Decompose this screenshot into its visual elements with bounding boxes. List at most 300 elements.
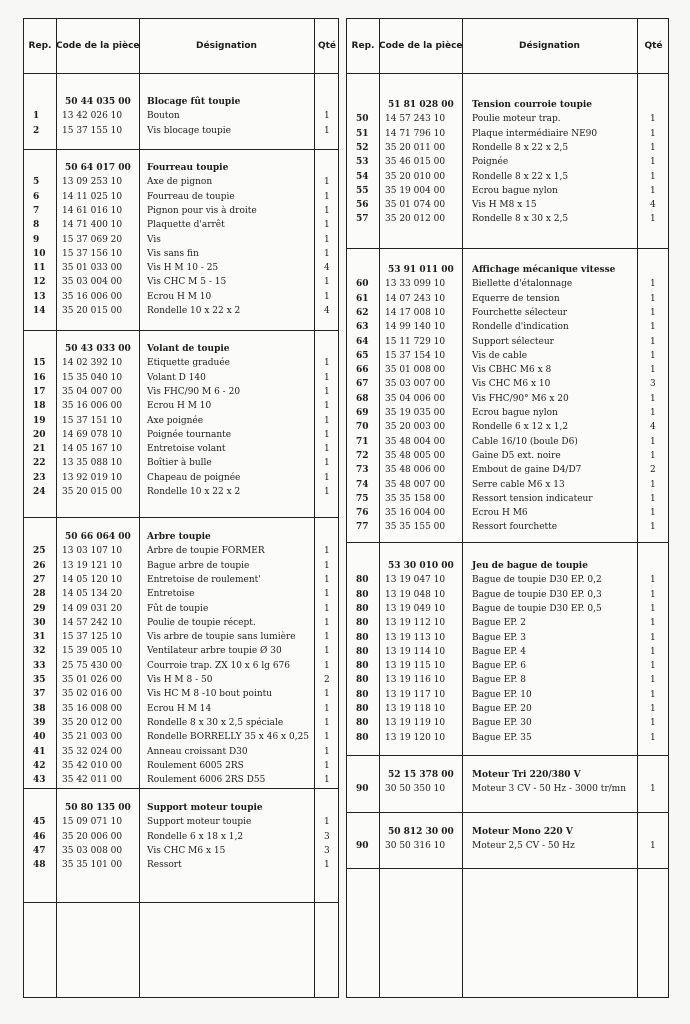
designation-cell: Vis xyxy=(147,234,161,245)
table-row xyxy=(347,184,668,198)
rep-cell: 29 xyxy=(33,603,46,614)
qty-cell: 1 xyxy=(650,603,656,614)
table-row xyxy=(24,109,338,123)
table-row xyxy=(347,141,668,155)
designation-cell: Gaine D5 ext. noire xyxy=(472,450,561,461)
designation-cell: Fourreau de toupie xyxy=(147,191,235,202)
table-row xyxy=(24,858,338,872)
parts-group xyxy=(24,331,338,518)
rep-cell: 48 xyxy=(33,860,46,871)
qty-cell: 1 xyxy=(324,444,330,455)
designation-cell: Ressort fourchette xyxy=(472,522,558,533)
rep-cell: 63 xyxy=(356,322,369,333)
table-row xyxy=(347,292,668,306)
rep-cell: 6 xyxy=(33,191,40,202)
designation-cell: Poignée tournante xyxy=(147,429,232,440)
rep-cell: 69 xyxy=(356,408,369,418)
rep-cell: 22 xyxy=(33,458,46,469)
table-row xyxy=(347,435,668,449)
code-cell: 35 42 010 00 xyxy=(62,760,123,771)
rep-cell: 37 xyxy=(33,689,46,700)
designation-cell: Pignon pour vis à droite xyxy=(147,205,257,216)
code-cell: 13 19 118 10 xyxy=(385,704,446,714)
designation-cell: Rondelle 8 x 22 x 2,5 xyxy=(472,142,569,153)
designation-cell: Vis FHC/90 M 6 - 20 xyxy=(147,386,241,397)
designation-cell: Ecrou bague nylon xyxy=(472,185,558,196)
table-row xyxy=(24,371,338,385)
rep-cell: 56 xyxy=(356,200,369,211)
rep-cell: 80 xyxy=(356,646,369,657)
rep-cell: 10 xyxy=(33,248,46,259)
table-row xyxy=(24,830,338,844)
rep-cell: 80 xyxy=(356,575,369,586)
table-row xyxy=(24,233,338,247)
table-row xyxy=(24,356,338,370)
table-row xyxy=(347,506,668,520)
group-title: Moteur Mono 220 V xyxy=(472,827,573,837)
code-cell: 35 19 004 00 xyxy=(385,185,446,196)
qty-cell: 1 xyxy=(324,817,330,828)
qty-cell: 1 xyxy=(650,646,656,657)
designation-cell: Vis CHC M6 x 15 xyxy=(147,845,226,856)
group-code: 50 44 035 00 xyxy=(65,97,131,107)
qty-cell: 1 xyxy=(650,508,656,519)
parts-group xyxy=(24,518,338,789)
qty-cell: 1 xyxy=(650,450,656,461)
left-parts-table xyxy=(23,18,339,998)
rep-cell: 45 xyxy=(33,817,46,828)
rep-cell: 80 xyxy=(356,689,369,700)
code-cell: 35 42 011 00 xyxy=(62,775,123,786)
qty-cell: 3 xyxy=(650,379,656,390)
group-code: 50 43 033 00 xyxy=(65,344,131,354)
table-row xyxy=(24,773,338,787)
designation-cell: Vis H M 8 - 50 xyxy=(147,675,213,685)
group-code: 51 81 028 00 xyxy=(388,100,454,110)
designation-cell: Poignée xyxy=(472,157,509,168)
table-row xyxy=(24,630,338,644)
qty-cell: 1 xyxy=(324,746,330,757)
designation-cell: Rondelle 8 x 30 x 2,5 xyxy=(472,214,569,225)
qty-cell: 1 xyxy=(324,574,330,585)
table-row xyxy=(24,247,338,261)
table-row xyxy=(347,645,668,659)
group-title: Blocage fût toupie xyxy=(147,97,241,107)
code-cell: 14 61 016 10 xyxy=(62,205,123,216)
designation-cell: Courroie trap. ZX 10 x 6 lg 676 xyxy=(147,660,290,671)
rep-cell: 54 xyxy=(356,171,369,182)
group-title: Jeu de bague de toupie xyxy=(472,561,588,571)
designation-cell: Arbre de toupie FORMER xyxy=(147,546,265,557)
rep-cell: 90 xyxy=(356,784,369,795)
group-title: Tension courroie toupie xyxy=(472,100,593,110)
rep-cell: 39 xyxy=(33,717,46,728)
designation-cell: Vis blocage toupie xyxy=(147,125,231,136)
rep-cell: 32 xyxy=(33,646,46,657)
rep-cell: 24 xyxy=(33,487,46,497)
code-cell: 14 05 167 10 xyxy=(62,444,123,455)
group-code: 50 64 017 00 xyxy=(65,163,131,173)
qty-cell: 1 xyxy=(324,234,330,245)
rep-cell: 5 xyxy=(33,177,40,188)
rep-cell: 27 xyxy=(33,574,46,585)
qty-cell: 1 xyxy=(650,618,656,629)
table-row xyxy=(24,442,338,456)
rep-cell: 61 xyxy=(356,293,369,304)
qty-cell: 1 xyxy=(650,293,656,304)
table-row xyxy=(347,277,668,291)
header-qty: Qté xyxy=(644,41,663,51)
rep-cell: 76 xyxy=(356,508,369,519)
qty-cell: 1 xyxy=(324,429,330,440)
table-row xyxy=(24,559,338,573)
group-title: Volant de toupie xyxy=(147,344,230,354)
code-cell: 14 05 134 20 xyxy=(62,589,123,600)
code-cell: 35 04 006 00 xyxy=(385,393,446,404)
designation-cell: Equerre de tension xyxy=(472,293,560,304)
rep-cell: 80 xyxy=(356,704,369,714)
qty-cell: 1 xyxy=(324,291,330,302)
group-header-row xyxy=(24,342,338,356)
designation-cell: Roulement 6006 2RS D55 xyxy=(147,775,266,786)
qty-cell: 1 xyxy=(324,458,330,469)
table-row xyxy=(24,261,338,275)
qty-cell: 1 xyxy=(650,784,656,795)
code-cell: 13 19 112 10 xyxy=(385,618,446,629)
designation-cell: Vis arbre de toupie sans lumière xyxy=(147,632,296,643)
code-cell: 35 20 012 00 xyxy=(62,717,123,728)
code-cell: 14 02 392 10 xyxy=(62,358,123,369)
designation-cell: Rondelle 10 x 22 x 2 xyxy=(147,487,241,497)
parts-group xyxy=(347,543,668,756)
table-row xyxy=(24,815,338,829)
header-code: Code de la pièce xyxy=(379,41,463,51)
designation-cell: Fût de toupie xyxy=(147,603,209,614)
code-cell: 15 35 040 10 xyxy=(62,372,123,383)
code-cell: 13 19 116 10 xyxy=(385,675,446,686)
designation-cell: Biellette d'étalonnage xyxy=(472,279,573,290)
parts-group xyxy=(347,249,668,543)
rep-cell: 41 xyxy=(33,746,46,757)
designation-cell: Chapeau de poignée xyxy=(147,472,241,483)
code-cell: 15 37 151 10 xyxy=(62,415,123,426)
table-row xyxy=(24,204,338,218)
table-row xyxy=(24,659,338,673)
designation-cell: Entretoise de roulement' xyxy=(147,574,261,585)
rep-cell: 68 xyxy=(356,393,369,404)
code-cell: 13 03 107 10 xyxy=(62,546,123,557)
qty-cell: 1 xyxy=(650,365,656,376)
designation-cell: Ressort tension indicateur xyxy=(472,493,593,504)
code-cell: 35 20 006 00 xyxy=(62,831,123,842)
qty-cell: 2 xyxy=(324,675,330,685)
rep-cell: 57 xyxy=(356,214,369,225)
table-row xyxy=(347,520,668,534)
rep-cell: 42 xyxy=(33,760,46,771)
designation-cell: Vis sans fin xyxy=(147,248,199,259)
group-header-row xyxy=(347,263,668,277)
group-title: Fourreau toupie xyxy=(147,163,229,173)
designation-cell: Bague de toupie D30 EP. 0,2 xyxy=(472,575,602,586)
table-row xyxy=(24,124,338,138)
code-cell: 13 19 114 10 xyxy=(385,646,446,657)
qty-cell: 1 xyxy=(650,589,656,600)
qty-cell: 1 xyxy=(324,760,330,771)
table-row xyxy=(347,588,668,602)
designation-cell: Vis HC M 8 -10 bout pointu xyxy=(147,689,273,700)
table-row xyxy=(347,631,668,645)
group-title: Moteur Tri 220/380 V xyxy=(472,770,581,780)
table-row xyxy=(347,839,668,853)
qty-cell: 1 xyxy=(650,522,656,533)
qty-cell: 1 xyxy=(324,689,330,700)
table-row xyxy=(347,363,668,377)
qty-cell: 1 xyxy=(650,157,656,168)
rep-cell: 71 xyxy=(356,436,369,447)
rep-cell: 74 xyxy=(356,479,369,490)
designation-cell: Roulement 6005 2RS xyxy=(147,760,244,771)
designation-cell: Poulie moteur trap. xyxy=(472,114,561,125)
rep-cell: 77 xyxy=(356,522,369,533)
qty-cell: 1 xyxy=(324,111,330,122)
qty-cell: 4 xyxy=(650,422,656,433)
code-cell: 15 37 125 10 xyxy=(62,632,123,643)
code-cell: 13 33 099 10 xyxy=(385,279,446,290)
qty-cell: 1 xyxy=(324,191,330,202)
table-row xyxy=(24,471,338,485)
designation-cell: Bague EP. 3 xyxy=(472,632,526,643)
code-cell: 35 20 012 00 xyxy=(385,214,446,225)
code-cell: 35 16 006 00 xyxy=(62,401,123,412)
code-cell: 35 20 011 00 xyxy=(385,142,446,153)
header-code: Code de la pièce xyxy=(56,41,140,51)
rep-cell: 80 xyxy=(356,661,369,672)
code-cell: 30 50 350 10 xyxy=(385,784,446,795)
table-row xyxy=(24,687,338,701)
designation-cell: Axe de pignon xyxy=(147,177,213,188)
designation-cell: Vis H M 10 - 25 xyxy=(147,263,219,274)
header-designation: Désignation xyxy=(519,41,580,51)
rep-cell: 9 xyxy=(33,234,40,245)
table-row xyxy=(24,275,338,289)
table-row xyxy=(347,420,668,434)
qty-cell: 1 xyxy=(650,575,656,586)
table-header xyxy=(24,19,338,74)
code-cell: 35 16 008 00 xyxy=(62,703,123,714)
designation-cell: Ecrou H M 10 xyxy=(147,401,212,412)
designation-cell: Ecrou H M 14 xyxy=(147,703,212,714)
rep-cell: 13 xyxy=(33,291,46,302)
code-cell: 14 17 008 10 xyxy=(385,307,446,318)
rep-cell: 7 xyxy=(33,205,40,216)
designation-cell: Rondelle 10 x 22 x 2 xyxy=(147,306,241,316)
code-cell: 35 48 004 00 xyxy=(385,436,446,447)
qty-cell: 1 xyxy=(324,220,330,231)
code-cell: 13 19 113 10 xyxy=(385,632,446,643)
code-cell: 35 03 008 00 xyxy=(62,845,123,856)
designation-cell: Poulie de toupie récept. xyxy=(147,617,256,628)
designation-cell: Serre cable M6 x 13 xyxy=(472,479,565,490)
code-cell: 35 48 007 00 xyxy=(385,479,446,490)
table-row xyxy=(347,198,668,212)
designation-cell: Moteur 2,5 CV - 50 Hz xyxy=(472,841,575,852)
rep-cell: 8 xyxy=(33,220,40,231)
group-header-row xyxy=(24,530,338,544)
rep-cell: 70 xyxy=(356,422,369,433)
qty-cell: 1 xyxy=(650,171,656,182)
rep-cell: 20 xyxy=(33,429,46,440)
rep-cell: 66 xyxy=(356,365,369,376)
rep-cell: 43 xyxy=(33,775,46,786)
qty-cell: 1 xyxy=(324,617,330,628)
qty-cell: 1 xyxy=(650,718,656,729)
code-cell: 35 20 015 00 xyxy=(62,487,123,497)
header-rep: Rep. xyxy=(28,41,52,51)
table-row xyxy=(347,377,668,391)
table-row xyxy=(24,716,338,730)
table-row xyxy=(347,306,668,320)
code-cell: 35 01 008 00 xyxy=(385,365,446,376)
designation-cell: Rondelle BORRELLY 35 x 46 x 0,25 xyxy=(147,732,310,743)
code-cell: 35 35 158 00 xyxy=(385,493,446,504)
designation-cell: Etiquette graduée xyxy=(147,358,231,369)
code-cell: 15 39 005 10 xyxy=(62,646,123,657)
rep-cell: 25 xyxy=(33,546,46,557)
table-row xyxy=(347,392,668,406)
rep-cell: 80 xyxy=(356,718,369,729)
rep-cell: 31 xyxy=(33,632,46,643)
designation-cell: Embout de gaine D4/D7 xyxy=(472,465,582,476)
group-header-row xyxy=(347,825,668,839)
rep-cell: 46 xyxy=(33,831,46,842)
qty-cell: 1 xyxy=(650,632,656,643)
group-title: Affichage mécanique vitesse xyxy=(472,265,616,275)
code-cell: 35 16 006 00 xyxy=(62,291,123,302)
code-cell: 35 01 074 00 xyxy=(385,200,446,211)
qty-cell: 1 xyxy=(650,732,656,743)
qty-cell: 1 xyxy=(650,479,656,490)
group-header-row xyxy=(24,161,338,175)
designation-cell: Bague EP. 35 xyxy=(472,732,532,743)
code-cell: 35 19 035 00 xyxy=(385,408,446,418)
designation-cell: Vis CBHC M6 x 8 xyxy=(472,365,552,376)
designation-cell: Volant D 140 xyxy=(147,372,206,383)
parts-group xyxy=(347,813,668,869)
code-cell: 35 01 026 00 xyxy=(62,675,123,685)
table-row xyxy=(24,644,338,658)
qty-cell: 1 xyxy=(650,336,656,347)
table-row xyxy=(347,782,668,796)
code-cell: 13 19 049 10 xyxy=(385,603,446,614)
group-code: 50 80 135 00 xyxy=(65,803,131,813)
table-row xyxy=(24,414,338,428)
qty-cell: 1 xyxy=(650,493,656,504)
code-cell: 14 05 120 10 xyxy=(62,574,123,585)
qty-cell: 1 xyxy=(650,142,656,153)
designation-cell: Moteur 3 CV - 50 Hz - 3000 tr/mn xyxy=(472,784,626,795)
group-code: 52 15 378 00 xyxy=(388,770,454,780)
qty-cell: 1 xyxy=(324,205,330,216)
rep-cell: 52 xyxy=(356,142,369,153)
designation-cell: Boîtier à bulle xyxy=(147,458,212,469)
table-row xyxy=(24,745,338,759)
code-cell: 13 19 117 10 xyxy=(385,689,446,700)
table-row xyxy=(24,399,338,413)
table-header xyxy=(347,19,668,74)
group-header-row xyxy=(347,559,668,573)
code-cell: 35 04 007 00 xyxy=(62,386,123,397)
group-code: 50 812 30 00 xyxy=(388,827,454,837)
code-cell: 15 37 155 10 xyxy=(62,125,123,136)
designation-cell: Plaque intermédiaire NE90 xyxy=(472,128,598,139)
rep-cell: 47 xyxy=(33,845,46,856)
designation-cell: Ventilateur arbre toupie Ø 30 xyxy=(147,646,282,657)
designation-cell: Bague EP. 4 xyxy=(472,646,526,657)
qty-cell: 1 xyxy=(324,775,330,786)
header-rep: Rep. xyxy=(351,41,375,51)
qty-cell: 1 xyxy=(650,436,656,447)
table-row xyxy=(347,155,668,169)
qty-cell: 1 xyxy=(650,214,656,225)
rep-cell: 80 xyxy=(356,603,369,614)
table-row xyxy=(24,190,338,204)
designation-cell: Bague EP. 6 xyxy=(472,661,526,672)
rep-cell: 73 xyxy=(356,465,369,476)
rep-cell: 11 xyxy=(33,263,46,274)
rep-cell: 72 xyxy=(356,450,369,461)
qty-cell: 1 xyxy=(650,307,656,318)
rep-cell: 2 xyxy=(33,125,40,136)
code-cell: 35 48 005 00 xyxy=(385,450,446,461)
code-cell: 14 11 025 10 xyxy=(62,191,123,202)
qty-cell: 1 xyxy=(650,322,656,333)
table-row xyxy=(24,616,338,630)
code-cell: 35 35 155 00 xyxy=(385,522,446,533)
table-row xyxy=(24,702,338,716)
qty-cell: 1 xyxy=(650,689,656,700)
table-row xyxy=(347,127,668,141)
designation-cell: Ecrou H M6 xyxy=(472,508,528,519)
code-cell: 13 19 121 10 xyxy=(62,560,123,571)
designation-cell: Rondelle 8 x 22 x 1,5 xyxy=(472,171,569,182)
rep-cell: 62 xyxy=(356,307,369,318)
code-cell: 35 20 003 00 xyxy=(385,422,446,433)
code-cell: 35 03 007 00 xyxy=(385,379,446,390)
qty-cell: 4 xyxy=(324,263,330,274)
code-cell: 13 19 119 10 xyxy=(385,718,446,729)
rep-cell: 26 xyxy=(33,560,46,571)
rep-cell: 64 xyxy=(356,336,369,347)
rep-cell: 16 xyxy=(33,372,46,383)
rep-cell: 1 xyxy=(33,111,40,122)
qty-cell: 1 xyxy=(324,660,330,671)
rep-cell: 18 xyxy=(33,401,46,412)
designation-cell: Support moteur toupie xyxy=(147,817,252,828)
table-row xyxy=(347,573,668,587)
rep-cell: 12 xyxy=(33,277,46,288)
qty-cell: 1 xyxy=(650,114,656,125)
qty-cell: 1 xyxy=(650,279,656,290)
code-cell: 35 21 003 00 xyxy=(62,732,123,743)
qty-cell: 1 xyxy=(324,177,330,188)
qty-cell: 1 xyxy=(650,704,656,714)
right-parts-table xyxy=(346,18,669,998)
code-cell: 35 20 015 00 xyxy=(62,306,123,316)
designation-cell: Entretoise volant xyxy=(147,444,226,455)
code-cell: 35 20 010 00 xyxy=(385,171,446,182)
qty-cell: 1 xyxy=(650,128,656,139)
code-cell: 14 71 400 10 xyxy=(62,220,123,231)
